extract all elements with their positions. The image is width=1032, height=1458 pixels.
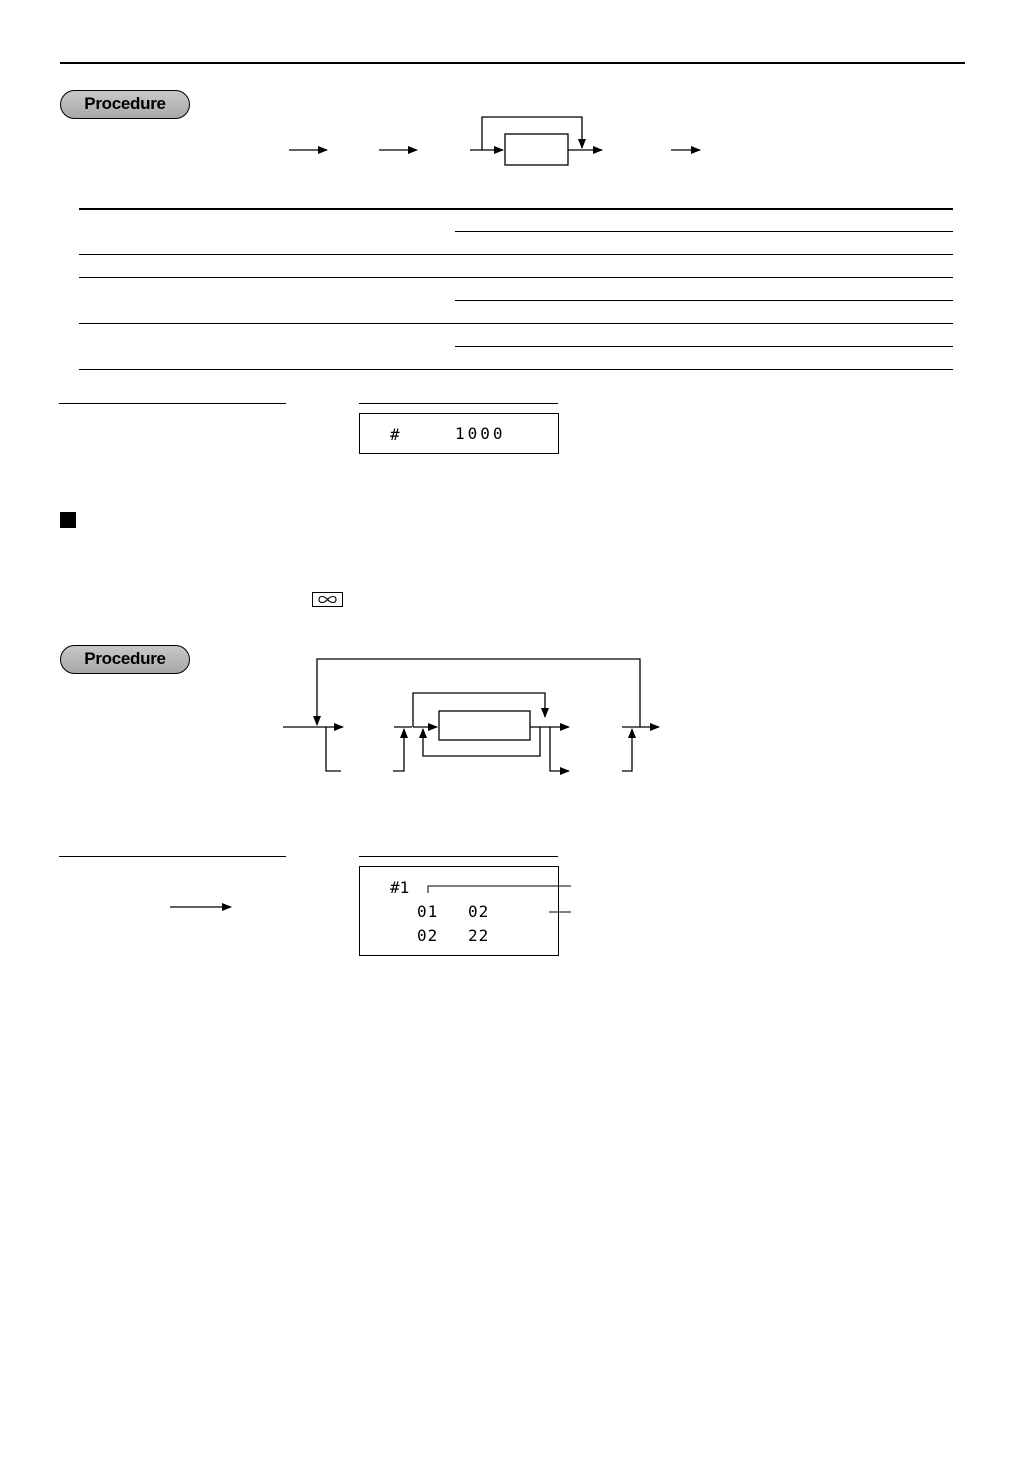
- display-symbol: #: [390, 425, 400, 444]
- display-value: 1000: [455, 424, 506, 443]
- procedure-label-2: Procedure: [60, 645, 190, 674]
- display-row2-a: 02: [417, 926, 439, 945]
- procedure-label-1: Procedure: [60, 90, 190, 119]
- display-header: #1: [390, 878, 410, 897]
- display-row2-b: 22: [468, 926, 490, 945]
- display-row1-a: 01: [417, 902, 439, 921]
- display-row1-b: 02: [468, 902, 490, 921]
